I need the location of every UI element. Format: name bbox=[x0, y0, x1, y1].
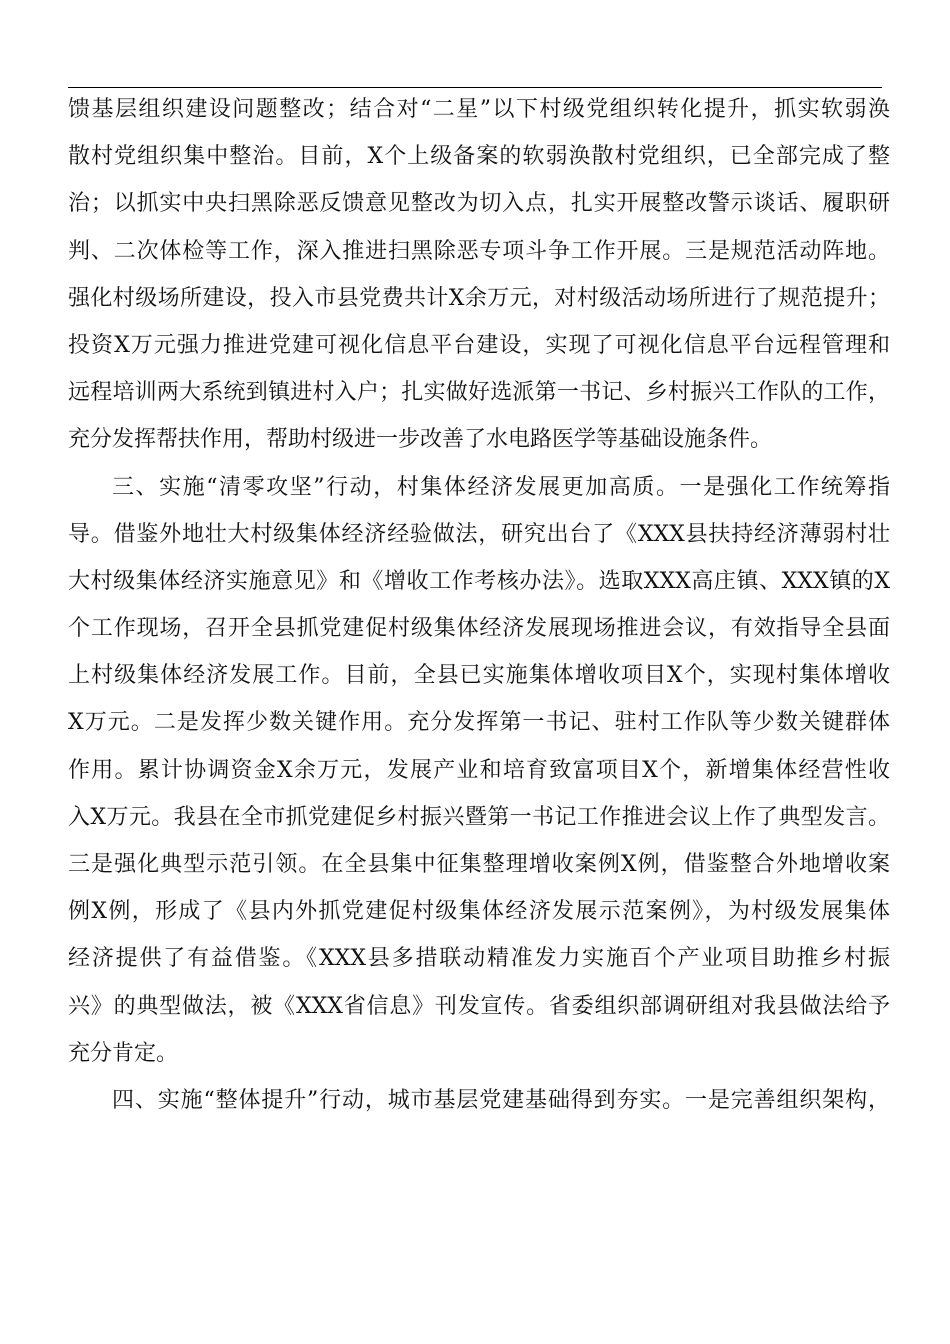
text-line: 投资X万元强力推进党建可视化信息平台建设，实现了可视化信息平台远程管理和 bbox=[68, 332, 890, 358]
text-line: 经济提供了有益借鉴。《XXX县多措联动精准发力实施百个产业项目助推乡村振 bbox=[68, 946, 890, 972]
text-line: 充分发挥帮扶作用，帮助村级进一步改善了水电路医学等基础设施条件。 bbox=[68, 427, 773, 453]
text-line: 入X万元。我县在全市抓党建促乡村振兴暨第一书记工作推进会议上作了典型发言。 bbox=[68, 804, 890, 830]
paragraph-section-4 bbox=[68, 1077, 890, 1124]
text-line: 兴》的典型做法，被《XXX省信息》刊发宣传。省委组织部调研组对我县做法给予 bbox=[68, 993, 890, 1019]
text-line: 作用。累计协调资金X余万元，发展产业和培育致富项目X个，新增集体经营性收 bbox=[68, 757, 890, 783]
paragraph-section-3 bbox=[68, 464, 890, 1077]
paragraph-continued bbox=[68, 86, 890, 464]
text-line: 三、实施“清零攻坚”行动，村集体经济发展更加高质。一是强化工作统筹指 bbox=[112, 474, 890, 500]
text-line: 例X例，形成了《县内外抓党建促村级集体经济发展示范案例》，为村级发展集体 bbox=[68, 899, 890, 925]
text-line: 判、二次体检等工作，深入推进扫黑除恶专项斗争工作开展。三是规范活动阵地。 bbox=[68, 238, 890, 264]
text-line: 导。借鉴外地壮大村级集体经济经验做法，研究出台了《XXX县扶持经济薄弱村壮 bbox=[68, 521, 890, 547]
text-line: 上村级集体经济发展工作。目前，全县已实施集体增收项目X个，实现村集体增收 bbox=[68, 663, 890, 689]
text-line: 散村党组织集中整治。目前，X个上级备案的软弱涣散村党组织，已全部完成了整 bbox=[68, 144, 890, 170]
text-line: 四、实施“整体提升”行动，城市基层党建基础得到夯实。一是完善组织架构， bbox=[112, 1087, 890, 1113]
text-line: 个工作现场，召开全县抓党建促村级集体经济发展现场推进会议，有效指导全县面 bbox=[68, 616, 890, 642]
text-line: 充分肯定。 bbox=[68, 1040, 179, 1066]
document-body bbox=[68, 86, 890, 1124]
text-line: 馈基层组织建设问题整改；结合对“二星”以下村级党组织转化提升，抓实软弱涣 bbox=[68, 97, 890, 122]
text-line: 治；以抓实中央扫黑除恶反馈意见整改为切入点，扎实开展整改警示谈话、履职研 bbox=[68, 191, 890, 217]
text-line: 强化村级场所建设，投入市县党费共计X余万元，对村级活动场所进行了规范提升； bbox=[68, 285, 890, 311]
text-line: 三是强化典型示范引领。在全县集中征集整理增收案例X例，借鉴整合外地增收案 bbox=[68, 852, 890, 877]
text-line: 大村级集体经济实施意见》和《增收工作考核办法》。选取XXX高庄镇、XXX镇的X bbox=[68, 568, 890, 594]
text-line: X万元。二是发挥少数关键作用。充分发挥第一书记、驻村工作队等少数关键群体 bbox=[68, 710, 890, 736]
text-line: 远程培训两大系统到镇进村入户；扎实做好选派第一书记、乡村振兴工作队的工作， bbox=[68, 380, 890, 406]
